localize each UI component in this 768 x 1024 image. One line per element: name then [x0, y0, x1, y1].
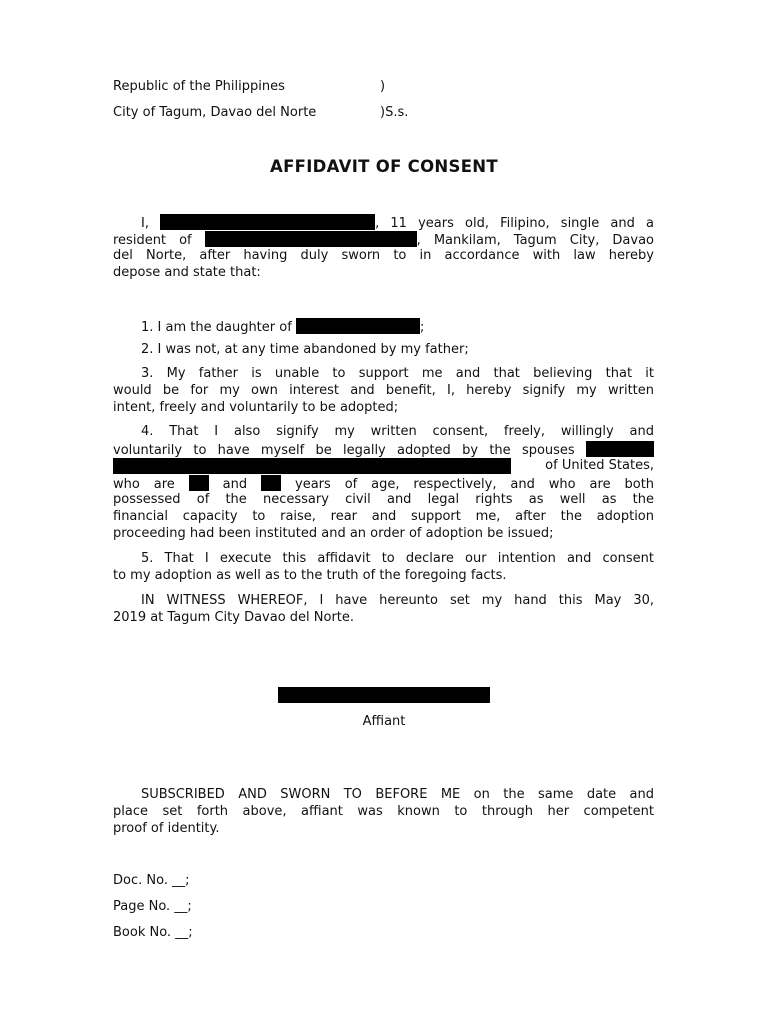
witness-line-1 [113, 593, 654, 608]
subscribed-line-1 [113, 787, 654, 802]
item-2: 2. I was not, at any time abandoned by my father; [141, 342, 469, 357]
item-1-end: ; [419, 320, 425, 335]
intro-l2-a: resident of [113, 233, 192, 248]
item-3-line-1 [113, 366, 654, 381]
intro-line-2 [113, 231, 654, 248]
item-3-line-3: intent, freely and voluntarily to be adopted; [113, 400, 399, 415]
item-4-line-3 [113, 458, 511, 475]
document-title: AFFIDAVIT OF CONSENT [270, 157, 498, 176]
item-4-l4-a: who are [113, 477, 175, 492]
item-5-line-2: to my adoption as well as to the truth of the foregoing facts. [113, 568, 507, 583]
header-country: Republic of the Philippines [113, 79, 285, 94]
redaction-name [160, 214, 375, 230]
redaction-age-2 [261, 475, 281, 491]
item-5-line-1 [113, 551, 654, 566]
item-4-l2-text: voluntarily to have myself be legally adopted by the spouses [113, 443, 575, 458]
redaction-age-1 [189, 475, 209, 491]
witness-line-2: 2019 at Tagum City Davao del Norte. [113, 610, 355, 625]
intro-line-3: del Norte, after having duly sworn to in accordance with law hereby [113, 248, 654, 263]
item-4-line-1 [113, 424, 654, 439]
redaction-signature [278, 687, 490, 703]
intro-line-4: depose and state that: [113, 265, 261, 280]
redaction-spouse-name [586, 441, 654, 457]
header-city: City of Tagum, Davao del Norte [113, 105, 317, 120]
item-4-line-6: financial capacity to raise, rear and support me, after the adoption [113, 509, 654, 524]
item-3-l1-text: 3. My father is unable to support me and that believing that it [141, 366, 654, 381]
intro-line-1 [113, 214, 654, 231]
redaction-parent [296, 318, 420, 334]
intro-l1-a: I, [141, 216, 149, 231]
item-1 [141, 318, 424, 335]
item-4-l4-c: years of age, respectively, and who are both [295, 477, 655, 492]
header-city-paren: )S.s. [380, 105, 409, 120]
subscribed-l1-text: SUBSCRIBED AND SWORN TO BEFORE ME on the same date and [141, 787, 654, 802]
item-5-l1-text: 5. That I execute this affidavit to declare our intention and consent [141, 551, 654, 566]
item-3-line-2: would be for my own interest and benefit, I, hereby signify my written [113, 383, 654, 398]
subscribed-line-2: place set forth above, affiant was known to through her competent [113, 804, 654, 819]
intro-l1-b: , 11 years old, Filipino, single and a [375, 216, 654, 231]
item-4-l4-b: and [222, 477, 248, 492]
redaction-spouses-full-name [113, 458, 511, 474]
item-4-l1-text: 4. That I also signify my written consent, freely, willingly and [141, 424, 654, 439]
redaction-address [205, 231, 417, 247]
affiant-label: Affiant [362, 714, 406, 729]
doc-number: Doc. No. __; [113, 873, 190, 888]
item-4-line-4 [113, 475, 654, 492]
item-4-line-7: proceeding had been instituted and an order of adoption be issued; [113, 526, 554, 541]
item-4-l3-text: of United States, [545, 458, 654, 473]
book-number: Book No. __; [113, 925, 193, 940]
witness-l1-text: IN WITNESS WHEREOF, I have hereunto set my hand this May 30, [141, 593, 654, 608]
intro-l2-b: , Mankilam, Tagum City, Davao [416, 233, 654, 248]
item-4-line-5: possessed of the necessary civil and legal rights as well as the [113, 492, 654, 507]
item-4-line-2 [113, 441, 654, 458]
subscribed-line-3: proof of identity. [113, 821, 220, 836]
page-number: Page No. __; [113, 899, 192, 914]
item-1-text: 1. I am the daughter of [141, 320, 292, 335]
header-country-paren: ) [380, 79, 386, 94]
